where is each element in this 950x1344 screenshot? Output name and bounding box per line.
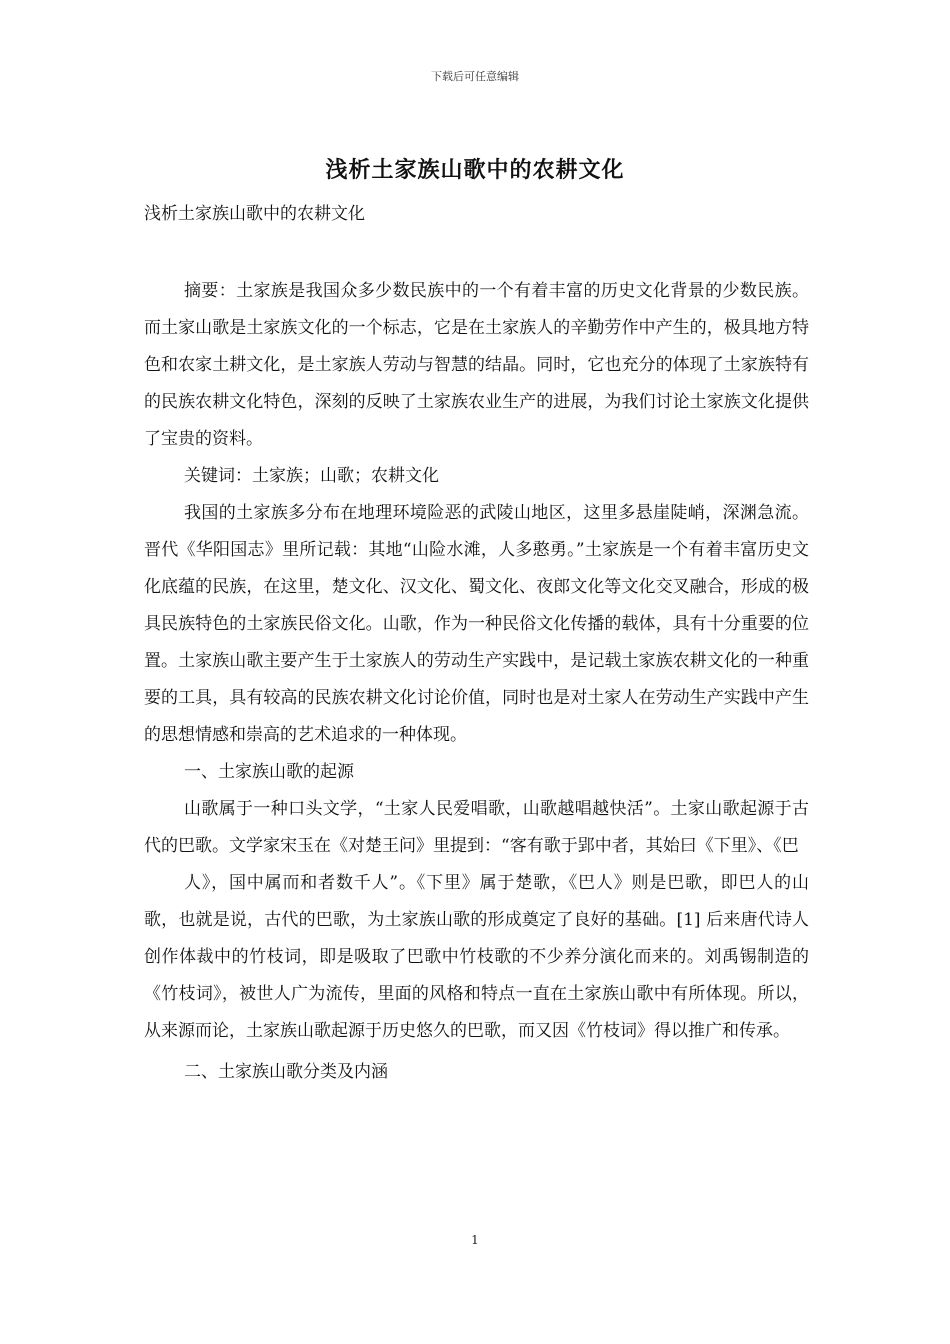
origin-paragraph-part2: 人》，国中属而和者数千人”。《下里》属于楚歌，《巴人》则是巴歌，即巴人的山歌，也就是说，古代的巴歌，为土家族山歌的形成奠定了良好的基础。[1] 后来唐代诗人创作体裁中的竹枝词，即是吸取了巴歌中竹枝歌的不少养分演化而来的。刘禹锡制造的《竹枝词》，被世人广为流传，里面的风格和特点一直在土家族山歌中有所体现。所以，从来源而论，土家族山歌起源于历史悠久的巴歌，而又因《竹枝词》得以推广和传承。 — [144, 873, 809, 1041]
subtitle: 浅析土家族山歌中的农耕文化 — [144, 204, 365, 224]
keywords-paragraph: 关键词：土家族；山歌；农耕文化 — [184, 466, 439, 486]
document-title: 浅析土家族山歌中的农耕文化 — [325, 157, 625, 183]
section-heading-1: 一、土家族山歌的起源 — [184, 762, 354, 782]
section-heading-2: 二、土家族山歌分类及内涵 — [184, 1062, 388, 1082]
document-body — [144, 196, 809, 1091]
intro-paragraph: 我国的土家族多分布在地理环境险恶的武陵山地区，这里多悬崖陡峭，深渊急流。晋代《华阳国志》里所记载：其地“山险水滩，人多憨勇。”土家族是一个有着丰富历史文化底蕴的民族，在这里，楚文化、汉文化、蜀文化、夜郎文化等文化交叉融合，形成的极具民族特色的土家族民俗文化。山歌，作为一种民俗文化传播的载体，具有十分重要的位置。土家族山歌主要产生于土家族人的劳动生产实践中，是记载土家族农耕文化的一种重要的工具，具有较高的民族农耕文化讨论价值，同时也是对土家人在劳动生产实践中产生的思想情感和崇高的艺术追求的一种体现。 — [144, 503, 809, 745]
header-note: 下载后可任意编辑 — [431, 70, 519, 83]
spacer — [144, 233, 809, 273]
origin-paragraph-part1: 山歌属于一种口头文学，“土家人民爱唱歌，山歌越唱越快活”。土家山歌起源于古代的巴歌。文学家宋玉在《对楚王问》里提到：“客有歌于郢中者，其始曰《下里》、《巴 — [144, 799, 809, 856]
abstract-paragraph: 摘要：土家族是我国众多少数民族中的一个有着丰富的历史文化背景的少数民族。而土家山歌是土家族文化的一个标志，它是在土家族人的辛勤劳作中产生的，极具地方特色和农家土耕文化，是土家族人劳动与智慧的结晶。同时，它也充分的体现了土家族特有的民族农耕文化特色，深刻的反映了土家族农业生产的进展，为我们讨论土家族文化提供了宝贵的资料。 — [144, 281, 809, 449]
page-number: 1 — [471, 1233, 479, 1247]
